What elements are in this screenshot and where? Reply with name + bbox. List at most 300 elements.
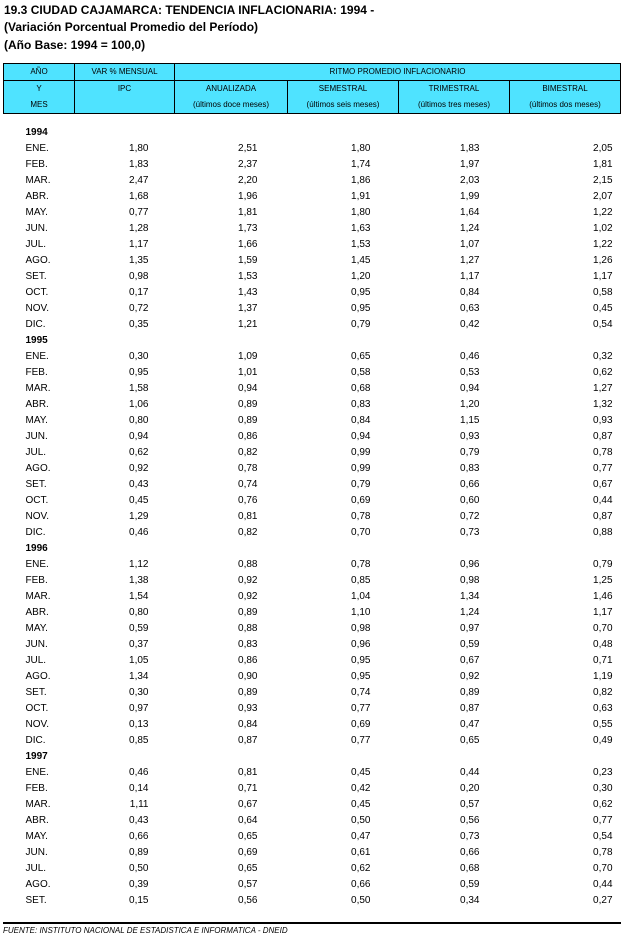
- table-row: [4, 877, 621, 893]
- table-row: [4, 573, 621, 589]
- cell-semestral: 0,98: [351, 623, 371, 634]
- cell-trimestral: 0,84: [460, 287, 480, 298]
- header-bimestral-sub: (últimos dos meses): [510, 97, 621, 114]
- cell-anualizada: 0,78: [238, 463, 258, 474]
- cell-semestral: 0,96: [351, 639, 371, 650]
- cell-trimestral: 0,47: [460, 719, 480, 730]
- table-row: [4, 765, 621, 781]
- cell-bimestral: 0,82: [593, 687, 613, 698]
- cell-semestral: 0,62: [351, 863, 371, 874]
- cell-trimestral: 0,53: [460, 367, 480, 378]
- table-row: [4, 173, 621, 189]
- cell-semestral: 1,10: [351, 607, 371, 618]
- cell-bimestral: 2,07: [593, 191, 613, 202]
- cell-mes: DIC.: [25, 735, 46, 746]
- cell-bimestral: 2,05: [593, 143, 613, 154]
- report-subtitle: (Variación Porcentual Promedio del Período): [4, 20, 259, 34]
- cell-bimestral: 1,02: [593, 223, 613, 234]
- cell-anualizada: 0,81: [238, 511, 258, 522]
- cell-anualizada: 0,89: [238, 415, 258, 426]
- year-label: 1996: [25, 543, 48, 554]
- cell-mes: AGO.: [25, 463, 51, 474]
- cell-bimestral: 0,71: [593, 655, 613, 666]
- cell-mes: MAY.: [25, 207, 48, 218]
- table-row: [4, 221, 621, 237]
- cell-mes: SET.: [25, 895, 47, 906]
- cell-anualizada: 1,96: [238, 191, 258, 202]
- cell-bimestral: 1,26: [593, 255, 613, 266]
- cell-trimestral: 0,63: [460, 303, 480, 314]
- cell-ipc: 0,97: [129, 703, 149, 714]
- cell-mes: MAY.: [25, 831, 48, 842]
- cell-anualizada: 0,83: [238, 639, 258, 650]
- cell-trimestral: 0,20: [460, 783, 480, 794]
- cell-trimestral: 0,97: [460, 623, 480, 634]
- cell-bimestral: 0,54: [593, 831, 613, 842]
- cell-trimestral: 0,65: [460, 735, 480, 746]
- cell-semestral: 1,63: [351, 223, 371, 234]
- cell-anualizada: 0,56: [238, 895, 258, 906]
- cell-bimestral: 0,87: [593, 431, 613, 442]
- cell-anualizada: 1,73: [238, 223, 258, 234]
- table-row: [4, 253, 621, 269]
- cell-bimestral: 1,27: [593, 383, 613, 394]
- table-row: [4, 461, 621, 477]
- cell-mes: ABR.: [25, 191, 49, 202]
- cell-trimestral: 1,97: [460, 159, 480, 170]
- cell-semestral: 1,45: [351, 255, 371, 266]
- cell-anualizada: 2,37: [238, 159, 258, 170]
- cell-bimestral: 0,62: [593, 799, 613, 810]
- cell-bimestral: 0,88: [593, 527, 613, 538]
- cell-trimestral: 0,66: [460, 479, 480, 490]
- cell-semestral: 1,04: [351, 591, 371, 602]
- cell-trimestral: 0,94: [460, 383, 480, 394]
- cell-anualizada: 1,43: [238, 287, 258, 298]
- cell-ipc: 0,17: [129, 287, 149, 298]
- cell-mes: MAR.: [25, 799, 51, 810]
- cell-bimestral: 0,70: [593, 863, 613, 874]
- cell-trimestral: 2,03: [460, 175, 480, 186]
- table-row: [4, 685, 621, 701]
- year-label: 1997: [25, 751, 48, 762]
- table-row: [4, 781, 621, 797]
- cell-semestral: 0,74: [351, 687, 371, 698]
- cell-mes: AGO.: [25, 671, 51, 682]
- cell-semestral: 0,45: [351, 767, 371, 778]
- cell-ipc: 1,06: [129, 399, 149, 410]
- cell-bimestral: 0,58: [593, 287, 613, 298]
- cell-mes: DIC.: [25, 527, 46, 538]
- cell-ipc: 0,30: [129, 687, 149, 698]
- cell-semestral: 0,69: [351, 495, 371, 506]
- table-row: [4, 141, 621, 157]
- cell-semestral: 1,20: [351, 271, 371, 282]
- cell-bimestral: 0,48: [593, 639, 613, 650]
- cell-anualizada: 0,84: [238, 719, 258, 730]
- cell-trimestral: 0,68: [460, 863, 480, 874]
- cell-trimestral: 0,79: [460, 447, 480, 458]
- cell-trimestral: 0,34: [460, 895, 480, 906]
- cell-semestral: 1,74: [351, 159, 371, 170]
- cell-bimestral: 0,62: [593, 367, 613, 378]
- cell-trimestral: 1,99: [460, 191, 480, 202]
- header-bimestral: BIMESTRAL: [510, 81, 621, 98]
- cell-mes: JUN.: [25, 223, 48, 234]
- cell-semestral: 0,85: [351, 575, 371, 586]
- cell-semestral: 0,77: [351, 735, 371, 746]
- cell-anualizada: 1,66: [238, 239, 258, 250]
- cell-semestral: 0,84: [351, 415, 371, 426]
- cell-ipc: 0,77: [129, 207, 149, 218]
- cell-ipc: 2,47: [129, 175, 149, 186]
- cell-anualizada: 0,90: [238, 671, 258, 682]
- table-row: [4, 733, 621, 749]
- cell-anualizada: 1,37: [238, 303, 258, 314]
- table-row: [4, 525, 621, 541]
- cell-trimestral: 1,27: [460, 255, 480, 266]
- table-row: [4, 317, 621, 333]
- cell-trimestral: 0,59: [460, 639, 480, 650]
- cell-semestral: 0,94: [351, 431, 371, 442]
- cell-semestral: 0,47: [351, 831, 371, 842]
- cell-ipc: 1,35: [129, 255, 149, 266]
- cell-semestral: 1,53: [351, 239, 371, 250]
- cell-bimestral: 0,44: [593, 879, 613, 890]
- cell-semestral: 1,80: [351, 143, 371, 154]
- year-label: 1994: [25, 127, 48, 138]
- cell-trimestral: 0,42: [460, 319, 480, 330]
- cell-semestral: 0,79: [351, 479, 371, 490]
- cell-anualizada: 0,57: [238, 879, 258, 890]
- cell-trimestral: 0,72: [460, 511, 480, 522]
- cell-trimestral: 0,66: [460, 847, 480, 858]
- cell-mes: FEB.: [25, 367, 48, 378]
- cell-semestral: 0,79: [351, 319, 371, 330]
- header-semestral: SEMESTRAL: [288, 81, 399, 98]
- cell-mes: NOV.: [25, 303, 50, 314]
- cell-mes: ABR.: [25, 815, 49, 826]
- cell-trimestral: 0,96: [460, 559, 480, 570]
- header-trimestral-sub: (últimos tres meses): [399, 97, 510, 114]
- table-row: [4, 509, 621, 525]
- table-row: [4, 493, 621, 509]
- cell-ipc: 1,29: [129, 511, 149, 522]
- table-row: [4, 829, 621, 845]
- cell-semestral: 0,77: [351, 703, 371, 714]
- cell-anualizada: 0,82: [238, 447, 258, 458]
- table-bottom-rule: [3, 922, 621, 924]
- cell-bimestral: 0,32: [593, 351, 613, 362]
- cell-mes: ENE.: [25, 351, 49, 362]
- cell-ipc: 0,62: [129, 447, 149, 458]
- cell-mes: MAY.: [25, 623, 48, 634]
- table-row: [4, 365, 621, 381]
- table-row: [4, 653, 621, 669]
- table-row: [4, 413, 621, 429]
- year-label: 1995: [25, 335, 48, 346]
- cell-ipc: 0,43: [129, 815, 149, 826]
- table-row: [4, 445, 621, 461]
- table-row: [4, 397, 621, 413]
- cell-ipc: 0,59: [129, 623, 149, 634]
- cell-mes: JUN.: [25, 639, 48, 650]
- table-row: [4, 717, 621, 733]
- cell-bimestral: 0,70: [593, 623, 613, 634]
- table-row: [4, 605, 621, 621]
- cell-anualizada: 0,89: [238, 687, 258, 698]
- cell-trimestral: 0,92: [460, 671, 480, 682]
- cell-mes: FEB.: [25, 783, 48, 794]
- cell-bimestral: 1,22: [593, 239, 613, 250]
- cell-mes: JUL.: [25, 447, 47, 458]
- cell-bimestral: 0,45: [593, 303, 613, 314]
- cell-bimestral: 0,78: [593, 447, 613, 458]
- cell-trimestral: 0,93: [460, 431, 480, 442]
- cell-bimestral: 0,55: [593, 719, 613, 730]
- cell-mes: ENE.: [25, 767, 49, 778]
- year-row: [4, 749, 621, 765]
- cell-trimestral: 0,83: [460, 463, 480, 474]
- header-anio: AÑO: [4, 64, 75, 81]
- cell-anualizada: 1,81: [238, 207, 258, 218]
- cell-mes: AGO.: [25, 255, 51, 266]
- cell-ipc: 1,17: [129, 239, 149, 250]
- cell-trimestral: 0,98: [460, 575, 480, 586]
- cell-ipc: 0,13: [129, 719, 149, 730]
- cell-anualizada: 0,92: [238, 591, 258, 602]
- table-row: [4, 429, 621, 445]
- cell-semestral: 0,68: [351, 383, 371, 394]
- cell-semestral: 0,65: [351, 351, 371, 362]
- cell-bimestral: 2,15: [593, 175, 613, 186]
- cell-mes: SET.: [25, 479, 47, 490]
- cell-ipc: 1,34: [129, 671, 149, 682]
- table-row: [4, 381, 621, 397]
- cell-semestral: 0,83: [351, 399, 371, 410]
- cell-mes: ABR.: [25, 399, 49, 410]
- table-row: [4, 349, 621, 365]
- cell-ipc: 0,94: [129, 431, 149, 442]
- cell-ipc: 0,37: [129, 639, 149, 650]
- cell-anualizada: 0,76: [238, 495, 258, 506]
- cell-bimestral: 1,81: [593, 159, 613, 170]
- header-trimestral: TRIMESTRAL: [399, 81, 510, 98]
- cell-ipc: 1,68: [129, 191, 149, 202]
- cell-ipc: 0,92: [129, 463, 149, 474]
- cell-bimestral: 0,79: [593, 559, 613, 570]
- cell-anualizada: 0,92: [238, 575, 258, 586]
- cell-ipc: 1,58: [129, 383, 149, 394]
- table-row: [4, 237, 621, 253]
- cell-semestral: 0,66: [351, 879, 371, 890]
- header-ipc-blank: [75, 97, 175, 114]
- year-row: [4, 333, 621, 349]
- table-row: [4, 669, 621, 685]
- cell-trimestral: 1,07: [460, 239, 480, 250]
- cell-bimestral: 1,19: [593, 671, 613, 682]
- table-row: [4, 701, 621, 717]
- cell-mes: OCT.: [25, 287, 49, 298]
- cell-bimestral: 0,27: [593, 895, 613, 906]
- cell-mes: MAR.: [25, 591, 51, 602]
- year-row: [4, 541, 621, 557]
- cell-bimestral: 1,22: [593, 207, 613, 218]
- cell-trimestral: 0,87: [460, 703, 480, 714]
- table-row: [4, 557, 621, 573]
- cell-anualizada: 0,88: [238, 559, 258, 570]
- cell-trimestral: 1,15: [460, 415, 480, 426]
- cell-ipc: 0,45: [129, 495, 149, 506]
- cell-ipc: 0,85: [129, 735, 149, 746]
- inflation-table: [3, 63, 621, 909]
- cell-semestral: 0,69: [351, 719, 371, 730]
- cell-bimestral: 1,25: [593, 575, 613, 586]
- cell-ipc: 1,05: [129, 655, 149, 666]
- cell-trimestral: 1,34: [460, 591, 480, 602]
- cell-ipc: 0,66: [129, 831, 149, 842]
- cell-mes: OCT.: [25, 703, 49, 714]
- header-var-mensual: VAR % MENSUAL: [75, 64, 175, 81]
- cell-mes: JUN.: [25, 847, 48, 858]
- cell-anualizada: 2,20: [238, 175, 258, 186]
- cell-anualizada: 0,86: [238, 655, 258, 666]
- cell-anualizada: 1,21: [238, 319, 258, 330]
- cell-mes: ENE.: [25, 559, 49, 570]
- cell-ipc: 1,12: [129, 559, 149, 570]
- cell-semestral: 0,42: [351, 783, 371, 794]
- cell-anualizada: 0,86: [238, 431, 258, 442]
- cell-trimestral: 1,20: [460, 399, 480, 410]
- cell-anualizada: 1,59: [238, 255, 258, 266]
- cell-mes: NOV.: [25, 511, 50, 522]
- report-title: 19.3 CIUDAD CAJAMARCA: TENDENCIA INFLACIONARIA: 1994 -: [4, 3, 375, 17]
- cell-mes: JUL.: [25, 655, 47, 666]
- cell-ipc: 0,89: [129, 847, 149, 858]
- table-row: [4, 621, 621, 637]
- cell-ipc: 0,30: [129, 351, 149, 362]
- cell-anualizada: 0,89: [238, 607, 258, 618]
- cell-anualizada: 0,93: [238, 703, 258, 714]
- cell-semestral: 0,95: [351, 671, 371, 682]
- table-row: [4, 269, 621, 285]
- cell-bimestral: 0,54: [593, 319, 613, 330]
- header-semestral-sub: (últimos seis meses): [288, 97, 399, 114]
- table-row: [4, 637, 621, 653]
- table-row: [4, 893, 621, 909]
- table-row: [4, 589, 621, 605]
- cell-trimestral: 1,17: [460, 271, 480, 282]
- cell-ipc: 0,72: [129, 303, 149, 314]
- cell-bimestral: 0,23: [593, 767, 613, 778]
- cell-mes: MAR.: [25, 383, 51, 394]
- cell-trimestral: 0,57: [460, 799, 480, 810]
- cell-mes: SET.: [25, 271, 47, 282]
- table-row: [4, 845, 621, 861]
- table-body: [4, 125, 621, 909]
- cell-anualizada: 1,09: [238, 351, 258, 362]
- cell-mes: FEB.: [25, 575, 48, 586]
- table-row: [4, 205, 621, 221]
- cell-semestral: 1,80: [351, 207, 371, 218]
- cell-bimestral: 0,77: [593, 463, 613, 474]
- cell-semestral: 0,78: [351, 559, 371, 570]
- cell-mes: OCT.: [25, 495, 49, 506]
- cell-anualizada: 0,94: [238, 383, 258, 394]
- cell-trimestral: 0,89: [460, 687, 480, 698]
- cell-trimestral: 0,60: [460, 495, 480, 506]
- cell-bimestral: 1,17: [593, 607, 613, 618]
- cell-ipc: 0,95: [129, 367, 149, 378]
- header-anualizada: ANUALIZADA: [175, 81, 288, 98]
- cell-semestral: 0,70: [351, 527, 371, 538]
- cell-anualizada: 0,81: [238, 767, 258, 778]
- cell-anualizada: 0,74: [238, 479, 258, 490]
- cell-anualizada: 0,65: [238, 863, 258, 874]
- cell-mes: JUL.: [25, 863, 47, 874]
- cell-anualizada: 0,69: [238, 847, 258, 858]
- cell-mes: SET.: [25, 687, 47, 698]
- cell-semestral: 0,95: [351, 303, 371, 314]
- cell-mes: MAY.: [25, 415, 48, 426]
- header-anualizada-sub: (últimos doce meses): [175, 97, 288, 114]
- cell-bimestral: 0,77: [593, 815, 613, 826]
- cell-mes: FEB.: [25, 159, 48, 170]
- cell-bimestral: 0,30: [593, 783, 613, 794]
- table-row: [4, 189, 621, 205]
- table-row: [4, 813, 621, 829]
- cell-trimestral: 0,44: [460, 767, 480, 778]
- cell-ipc: 1,38: [129, 575, 149, 586]
- cell-anualizada: 0,88: [238, 623, 258, 634]
- table-row: [4, 285, 621, 301]
- cell-anualizada: 1,53: [238, 271, 258, 282]
- cell-semestral: 0,50: [351, 815, 371, 826]
- cell-semestral: 0,45: [351, 799, 371, 810]
- cell-semestral: 1,86: [351, 175, 371, 186]
- cell-trimestral: 0,73: [460, 831, 480, 842]
- header-mes: MES: [4, 97, 75, 114]
- year-row: [4, 125, 621, 141]
- cell-anualizada: 0,87: [238, 735, 258, 746]
- cell-bimestral: 0,93: [593, 415, 613, 426]
- cell-anualizada: 1,01: [238, 367, 258, 378]
- cell-ipc: 0,43: [129, 479, 149, 490]
- cell-trimestral: 0,67: [460, 655, 480, 666]
- cell-trimestral: 1,24: [460, 223, 480, 234]
- cell-ipc: 0,46: [129, 527, 149, 538]
- cell-bimestral: 0,44: [593, 495, 613, 506]
- cell-ipc: 0,14: [129, 783, 149, 794]
- cell-mes: DIC.: [25, 319, 46, 330]
- table-row: [4, 477, 621, 493]
- table-row: [4, 301, 621, 317]
- cell-semestral: 0,78: [351, 511, 371, 522]
- table-row: [4, 797, 621, 813]
- cell-mes: ENE.: [25, 143, 49, 154]
- header-ritmo: RITMO PROMEDIO INFLACIONARIO: [175, 64, 621, 81]
- cell-bimestral: 1,17: [593, 271, 613, 282]
- cell-ipc: 1,80: [129, 143, 149, 154]
- cell-ipc: 0,46: [129, 767, 149, 778]
- cell-mes: NOV.: [25, 719, 50, 730]
- cell-mes: MAR.: [25, 175, 51, 186]
- cell-mes: JUN.: [25, 431, 48, 442]
- cell-anualizada: 0,64: [238, 815, 258, 826]
- cell-trimestral: 0,46: [460, 351, 480, 362]
- cell-semestral: 0,95: [351, 655, 371, 666]
- cell-mes: AGO.: [25, 879, 51, 890]
